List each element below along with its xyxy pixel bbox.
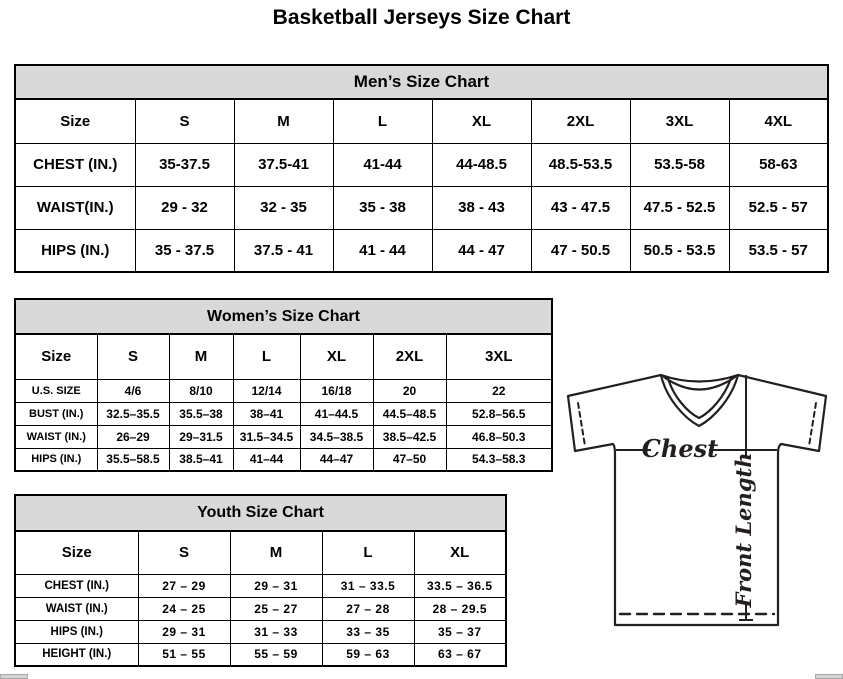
size-value-cell: 27 – 28: [322, 597, 414, 620]
table-row: [15, 597, 506, 620]
column-header: S: [135, 99, 234, 143]
column-header: S: [97, 334, 169, 379]
size-value-cell: 43 - 47.5: [531, 186, 630, 229]
left-sleeve-dashed-seam: [578, 403, 585, 446]
size-header-row: [15, 99, 828, 143]
size-value-cell: 50.5 - 53.5: [630, 229, 729, 272]
size-value-cell: 35 – 37: [414, 620, 506, 643]
size-value-cell: 41–44: [233, 448, 300, 471]
size-value-cell: 41 - 44: [333, 229, 432, 272]
row-label: WAIST (IN.): [15, 597, 138, 620]
column-header: S: [138, 531, 230, 574]
column-header: 2XL: [373, 334, 446, 379]
row-label: BUST (IN.): [15, 402, 97, 425]
mens-size-chart-section: [14, 64, 829, 273]
size-value-cell: 44 - 47: [432, 229, 531, 272]
column-header: 3XL: [630, 99, 729, 143]
row-label: WAIST (IN.): [15, 425, 97, 448]
row-label: HIPS (IN.): [15, 448, 97, 471]
size-value-cell: 35.5–58.5: [97, 448, 169, 471]
size-header-row: [15, 531, 506, 574]
womens-size-chart-section: [14, 298, 553, 472]
size-value-cell: 27 – 29: [138, 574, 230, 597]
size-value-cell: 35.5–38: [169, 402, 233, 425]
table-row: [15, 143, 828, 186]
size-value-cell: 29 – 31: [138, 620, 230, 643]
womens-size-chart-title: Women’s Size Chart: [14, 298, 553, 335]
jersey-outline: [568, 375, 826, 625]
table-row: [15, 448, 552, 471]
youth-size-table: [14, 530, 507, 667]
size-value-cell: 53.5 - 57: [729, 229, 828, 272]
size-value-cell: 29 - 32: [135, 186, 234, 229]
size-value-cell: 44–47: [300, 448, 373, 471]
size-value-cell: 32 - 35: [234, 186, 333, 229]
size-value-cell: 41-44: [333, 143, 432, 186]
size-value-cell: 35-37.5: [135, 143, 234, 186]
size-value-cell: 22: [446, 379, 552, 402]
size-value-cell: 25 – 27: [230, 597, 322, 620]
size-value-cell: 44-48.5: [432, 143, 531, 186]
size-value-cell: 4/6: [97, 379, 169, 402]
youth-size-chart-section: [14, 494, 507, 667]
size-value-cell: 38–41: [233, 402, 300, 425]
size-value-cell: 33.5 – 36.5: [414, 574, 506, 597]
column-header: M: [234, 99, 333, 143]
size-value-cell: 52.5 - 57: [729, 186, 828, 229]
size-value-cell: 37.5 - 41: [234, 229, 333, 272]
size-value-cell: 47 - 50.5: [531, 229, 630, 272]
size-value-cell: 58-63: [729, 143, 828, 186]
table-row: [15, 620, 506, 643]
size-value-cell: 31.5–34.5: [233, 425, 300, 448]
size-value-cell: 38 - 43: [432, 186, 531, 229]
table-row: [15, 425, 552, 448]
row-label: U.S. SIZE: [15, 379, 97, 402]
size-value-cell: 31 – 33: [230, 620, 322, 643]
size-value-cell: 52.8–56.5: [446, 402, 552, 425]
size-value-cell: 59 – 63: [322, 643, 414, 666]
size-value-cell: 38.5–41: [169, 448, 233, 471]
column-header: M: [169, 334, 233, 379]
size-value-cell: 63 – 67: [414, 643, 506, 666]
size-value-cell: 44.5–48.5: [373, 402, 446, 425]
table-row: [15, 186, 828, 229]
collar-arc-outer: [661, 375, 738, 382]
partial-element-bottom-left: [0, 674, 28, 679]
column-header: M: [230, 531, 322, 574]
size-value-cell: 46.8–50.3: [446, 425, 552, 448]
size-value-cell: 51 – 55: [138, 643, 230, 666]
right-sleeve-dashed-seam: [809, 403, 816, 446]
size-value-cell: 54.3–58.3: [446, 448, 552, 471]
row-label: HIPS (IN.): [15, 229, 135, 272]
size-value-cell: 29 – 31: [230, 574, 322, 597]
size-header-row: [15, 334, 552, 379]
row-label: HIPS (IN.): [15, 620, 138, 643]
size-value-cell: 38.5–42.5: [373, 425, 446, 448]
column-header: Size: [15, 334, 97, 379]
column-header: L: [322, 531, 414, 574]
row-label: CHEST (IN.): [15, 574, 138, 597]
size-value-cell: 12/14: [233, 379, 300, 402]
column-header: XL: [414, 531, 506, 574]
table-row: [15, 402, 552, 425]
womens-size-table: [14, 333, 553, 472]
partial-element-bottom-right: [815, 674, 843, 679]
jersey-measurement-diagram: [556, 362, 843, 662]
row-label: CHEST (IN.): [15, 143, 135, 186]
table-row: [15, 574, 506, 597]
size-value-cell: 47–50: [373, 448, 446, 471]
row-label: HEIGHT (IN.): [15, 643, 138, 666]
column-header: 3XL: [446, 334, 552, 379]
youth-size-chart-title: Youth Size Chart: [14, 494, 507, 532]
page-title: Basketball Jerseys Size Chart: [272, 6, 571, 29]
mens-size-table: [14, 98, 829, 273]
size-value-cell: 24 – 25: [138, 597, 230, 620]
size-value-cell: 33 – 35: [322, 620, 414, 643]
front-length-label: Front Length: [731, 452, 756, 608]
column-header: L: [333, 99, 432, 143]
size-value-cell: 35 - 38: [333, 186, 432, 229]
size-value-cell: 37.5-41: [234, 143, 333, 186]
table-row: [15, 379, 552, 402]
size-value-cell: 48.5-53.5: [531, 143, 630, 186]
column-header: XL: [432, 99, 531, 143]
size-value-cell: 16/18: [300, 379, 373, 402]
row-label: WAIST(IN.): [15, 186, 135, 229]
column-header: L: [233, 334, 300, 379]
column-header: XL: [300, 334, 373, 379]
column-header: 4XL: [729, 99, 828, 143]
column-header: Size: [15, 531, 138, 574]
table-row: [15, 229, 828, 272]
size-value-cell: 20: [373, 379, 446, 402]
size-value-cell: 32.5–35.5: [97, 402, 169, 425]
size-value-cell: 26–29: [97, 425, 169, 448]
table-row: [15, 643, 506, 666]
size-value-cell: 41–44.5: [300, 402, 373, 425]
size-value-cell: 55 – 59: [230, 643, 322, 666]
size-value-cell: 8/10: [169, 379, 233, 402]
size-value-cell: 28 – 29.5: [414, 597, 506, 620]
column-header: 2XL: [531, 99, 630, 143]
chest-label: Chest: [641, 434, 719, 463]
size-value-cell: 47.5 - 52.5: [630, 186, 729, 229]
size-value-cell: 35 - 37.5: [135, 229, 234, 272]
mens-size-chart-title: Men’s Size Chart: [14, 64, 829, 100]
size-value-cell: 34.5–38.5: [300, 425, 373, 448]
column-header: Size: [15, 99, 135, 143]
size-value-cell: 29–31.5: [169, 425, 233, 448]
size-value-cell: 53.5-58: [630, 143, 729, 186]
size-value-cell: 31 – 33.5: [322, 574, 414, 597]
